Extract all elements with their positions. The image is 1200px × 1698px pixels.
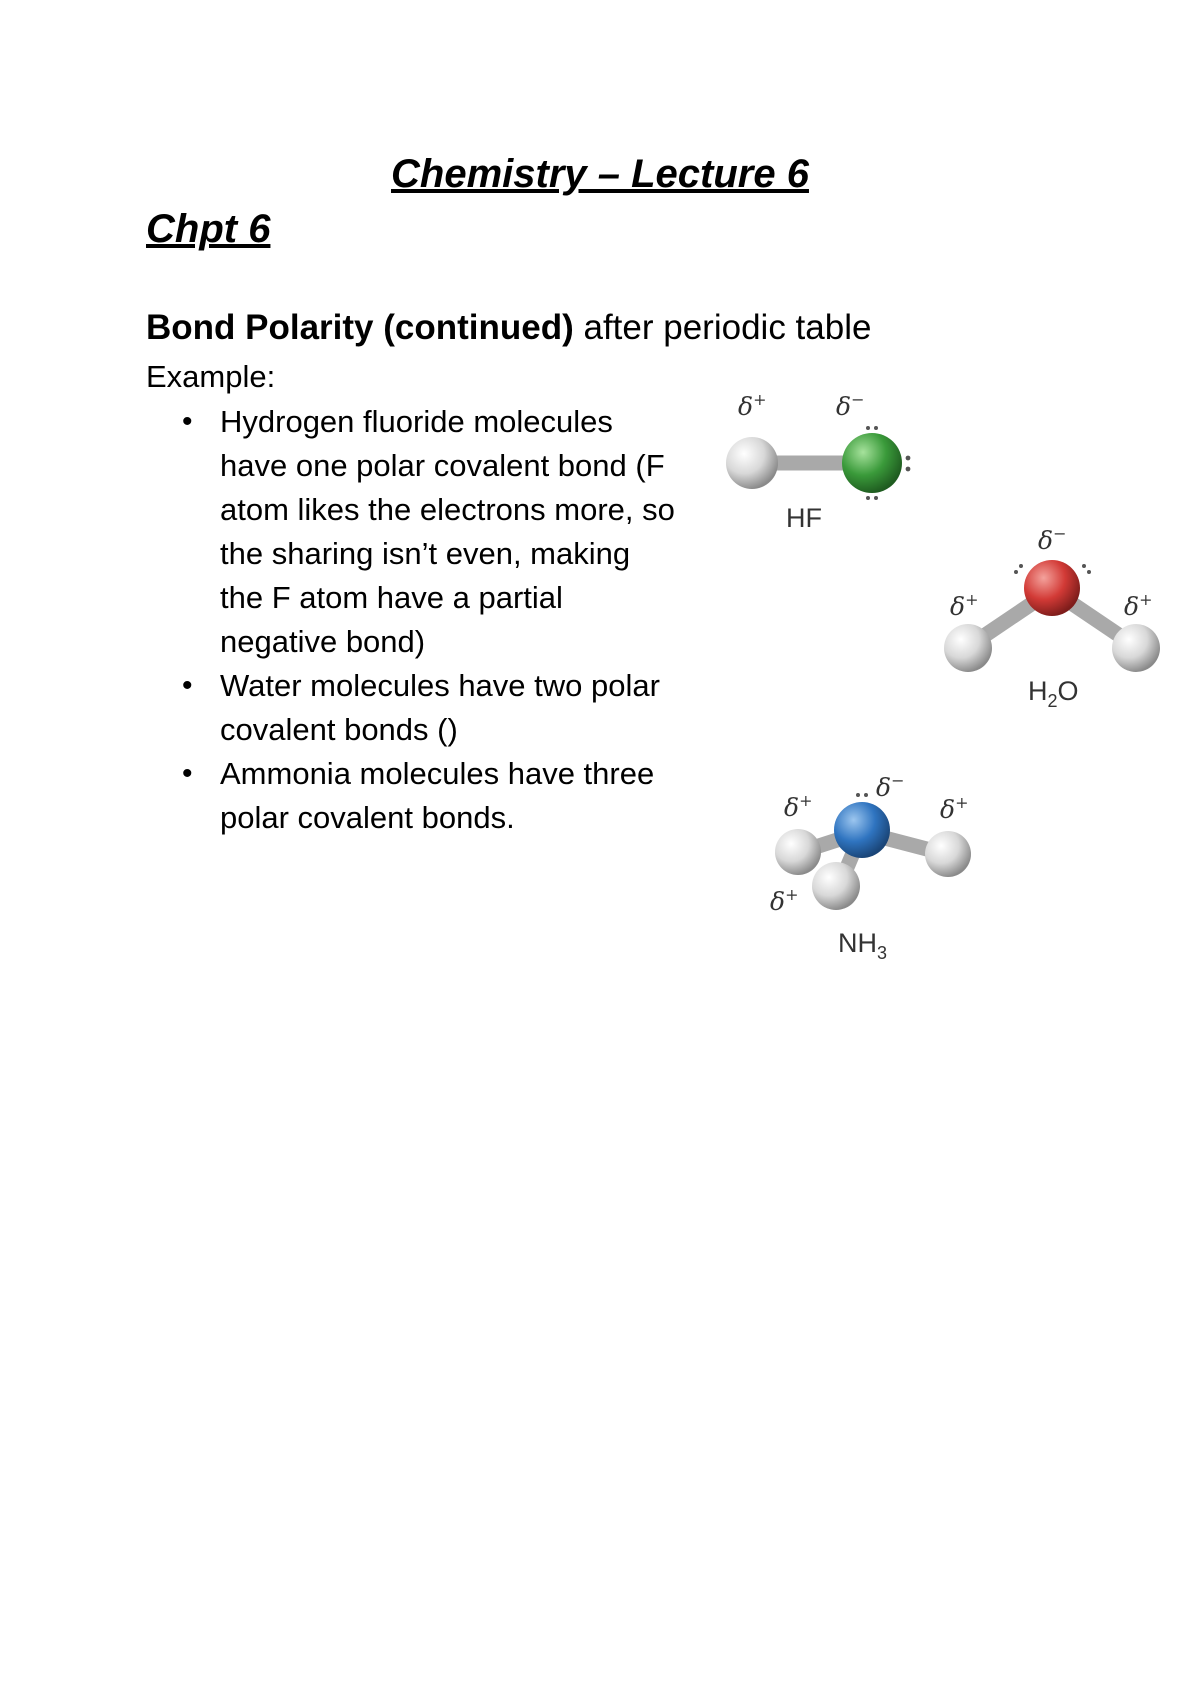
water-partial-positive-left-label: δ+: [950, 590, 979, 621]
hf-formula: HF: [786, 503, 822, 533]
water-partial-negative-label: δ−: [1038, 524, 1067, 555]
ammonia-partial-positive-front-label: δ+: [770, 885, 799, 916]
ammonia-partial-positive-right-label: δ+: [940, 793, 969, 824]
nitrogen-atom: [834, 802, 890, 858]
ammonia-partial-negative-label: δ−: [876, 771, 905, 802]
ammonia-formula: $NH_3$: [838, 928, 888, 963]
water-molecule: [944, 524, 1160, 711]
section-heading-bold: Bond Polarity (continued): [146, 308, 574, 347]
hydrogen-atom: [775, 829, 821, 875]
chapter-title: Chpt 6: [146, 207, 271, 251]
lecture-title: Chemistry – Lecture 6: [391, 152, 809, 196]
bullet-water: • Water molecules have two polar covalent bonds (): [180, 664, 680, 752]
hf-partial-positive-label: δ+: [738, 390, 767, 421]
example-label: Example:: [146, 359, 276, 394]
hydrogen-atom: [925, 831, 971, 877]
hydrogen-atom: [1112, 624, 1160, 672]
bullet-ammonia: • Ammonia molecules have three polar covalent bonds.: [180, 752, 680, 840]
water-partial-positive-right-label: δ+: [1124, 590, 1153, 621]
fluorine-atom: [842, 433, 902, 493]
hydrogen-atom: [726, 437, 778, 489]
section-heading-rest: after periodic table: [573, 308, 872, 347]
bullet-hydrogen-fluoride: • Hydrogen fluoride molecules have one polar covalent bond (F atom likes the electrons more, so the sharing isn’t even, making the F atom have a partial negative bond): [180, 400, 680, 664]
hf-molecule: [726, 390, 910, 533]
hf-partial-negative-label: δ−: [836, 390, 865, 421]
water-formula: $H_2O$: [1028, 676, 1079, 711]
ammonia-partial-positive-left-label: δ+: [784, 791, 813, 822]
ammonia-molecule: [770, 771, 971, 963]
hydrogen-atom: [944, 624, 992, 672]
oxygen-atom: [1024, 560, 1080, 616]
hydrogen-atom: [812, 862, 860, 910]
